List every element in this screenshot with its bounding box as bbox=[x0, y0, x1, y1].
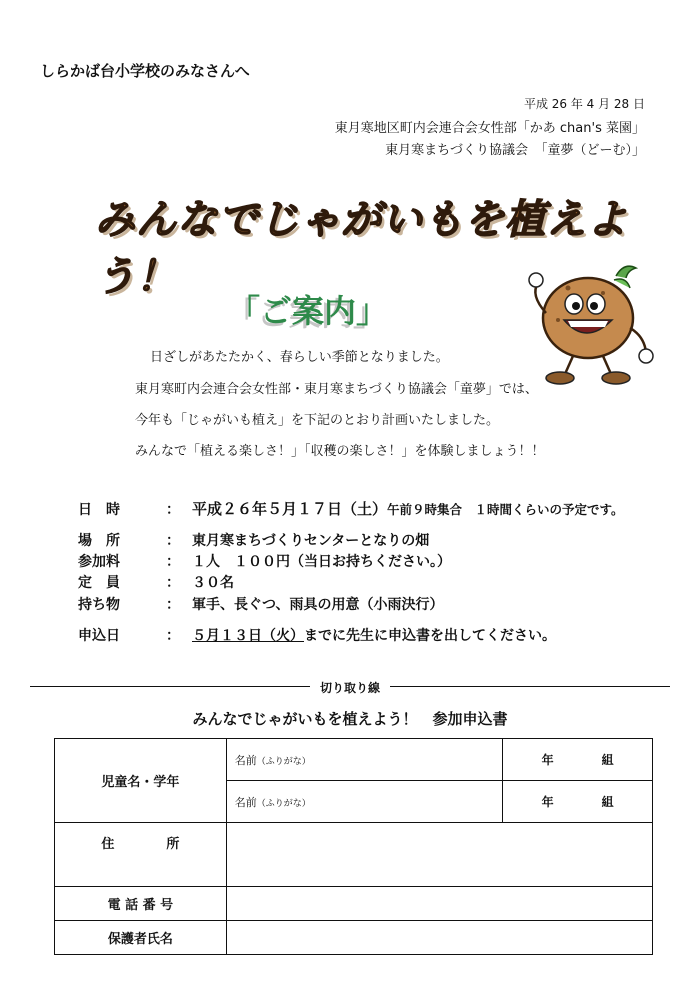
guardian-field[interactable] bbox=[226, 921, 652, 955]
detail-capacity bbox=[78, 572, 234, 592]
phone-label-cell bbox=[55, 887, 227, 921]
phone-label: 電 話 番 号 bbox=[107, 898, 174, 913]
place-value: 東月寒まちづくりセンターとなりの畑 bbox=[192, 533, 430, 549]
guardian-label: 保護者氏名 bbox=[107, 932, 173, 947]
class-label: 組 bbox=[601, 753, 614, 767]
datetime-note: 午前９時集合 １時間くらいの予定です。 bbox=[387, 502, 624, 517]
potato-mascot-icon bbox=[518, 258, 658, 393]
deadline-label: 申込日 bbox=[78, 628, 120, 644]
kana-label: （ふりがな） bbox=[256, 756, 311, 767]
organizer-1: 東月寒地区町内会連合会女性部「かあ chan's 菜園」 bbox=[334, 121, 645, 136]
deadline-value: ５月１３日（火） bbox=[192, 628, 304, 644]
greeting: しらかば台小学校のみなさんへ bbox=[40, 62, 250, 80]
year-label: 年 bbox=[541, 753, 554, 767]
child-label: 児童名・学年 bbox=[101, 775, 180, 790]
class-label: 組 bbox=[601, 795, 614, 809]
phone-field[interactable] bbox=[226, 887, 652, 921]
guardian-label-cell bbox=[55, 921, 227, 955]
grade-field-2[interactable] bbox=[503, 781, 653, 823]
fee-colon: ： bbox=[166, 554, 180, 570]
year-label: 年 bbox=[541, 795, 554, 809]
form-title: みんなでじゃがいもを植えよう！ 参加申込書 bbox=[192, 710, 508, 728]
child-name-field-2[interactable] bbox=[226, 781, 502, 823]
capacity-value: ３０名 bbox=[192, 575, 234, 591]
application-form bbox=[54, 738, 653, 955]
cut-line-label: 切り取り線 bbox=[319, 681, 380, 695]
datetime-colon: ： bbox=[166, 502, 180, 518]
fee-value: １人 １００円（当日お持ちください。） bbox=[192, 554, 451, 570]
issue-date: 平成 26 年 4 月 28 日 bbox=[523, 97, 645, 111]
items-colon: ： bbox=[166, 597, 180, 613]
page-title: みんなでじゃがいもを植えよう！ bbox=[95, 197, 628, 300]
address-field[interactable] bbox=[226, 823, 652, 887]
items-value: 軍手、長ぐつ、雨具の用意（小雨決行） bbox=[192, 597, 444, 613]
address-label-cell bbox=[55, 823, 227, 887]
place-label: 場 所 bbox=[78, 533, 120, 549]
name-label: 名前 bbox=[234, 795, 257, 809]
address-label: 住 所 bbox=[101, 837, 180, 852]
capacity-colon: ： bbox=[166, 575, 180, 591]
child-label-cell bbox=[55, 739, 227, 823]
cut-line bbox=[30, 679, 670, 693]
intro-line-4: みんなで「植える楽しさ！」「収穫の楽しさ！」を体験しましょう！！ bbox=[135, 444, 545, 459]
detail-place bbox=[78, 530, 429, 550]
deadline-colon: ： bbox=[166, 628, 180, 644]
detail-deadline bbox=[78, 625, 556, 645]
page-subtitle: 「ご案内」 bbox=[228, 292, 389, 330]
deadline-note: までに先生に申込書を出してください。 bbox=[304, 628, 556, 644]
intro-line-1: 日ざしがあたたかく、春らしい季節となりました。 bbox=[150, 350, 449, 365]
datetime-value: 平成２６年５月１７日（土） bbox=[192, 500, 388, 518]
intro-line-3: 今年も「じゃがいも植え」を下記のとおり計画いたしました。 bbox=[135, 413, 500, 428]
cut-line-left bbox=[30, 686, 310, 687]
capacity-label: 定 員 bbox=[78, 575, 120, 591]
detail-items bbox=[78, 594, 443, 614]
place-colon: ： bbox=[166, 533, 180, 549]
fee-label: 参加料 bbox=[78, 554, 120, 570]
organizer-2: 東月寒まちづくり協議会 「童夢（どーむ）」 bbox=[385, 143, 645, 158]
name-label: 名前 bbox=[234, 753, 257, 767]
detail-fee bbox=[78, 551, 451, 571]
child-name-field-1[interactable] bbox=[226, 739, 502, 781]
cut-line-right bbox=[390, 686, 670, 687]
kana-label: （ふりがな） bbox=[256, 798, 311, 809]
datetime-label: 日 時 bbox=[78, 502, 120, 518]
items-label: 持ち物 bbox=[78, 597, 120, 613]
detail-datetime bbox=[78, 498, 624, 519]
intro-line-2: 東月寒町内会連合会女性部・東月寒まちづくり協議会「童夢」では、 bbox=[135, 382, 538, 397]
grade-field-1[interactable] bbox=[503, 739, 653, 781]
